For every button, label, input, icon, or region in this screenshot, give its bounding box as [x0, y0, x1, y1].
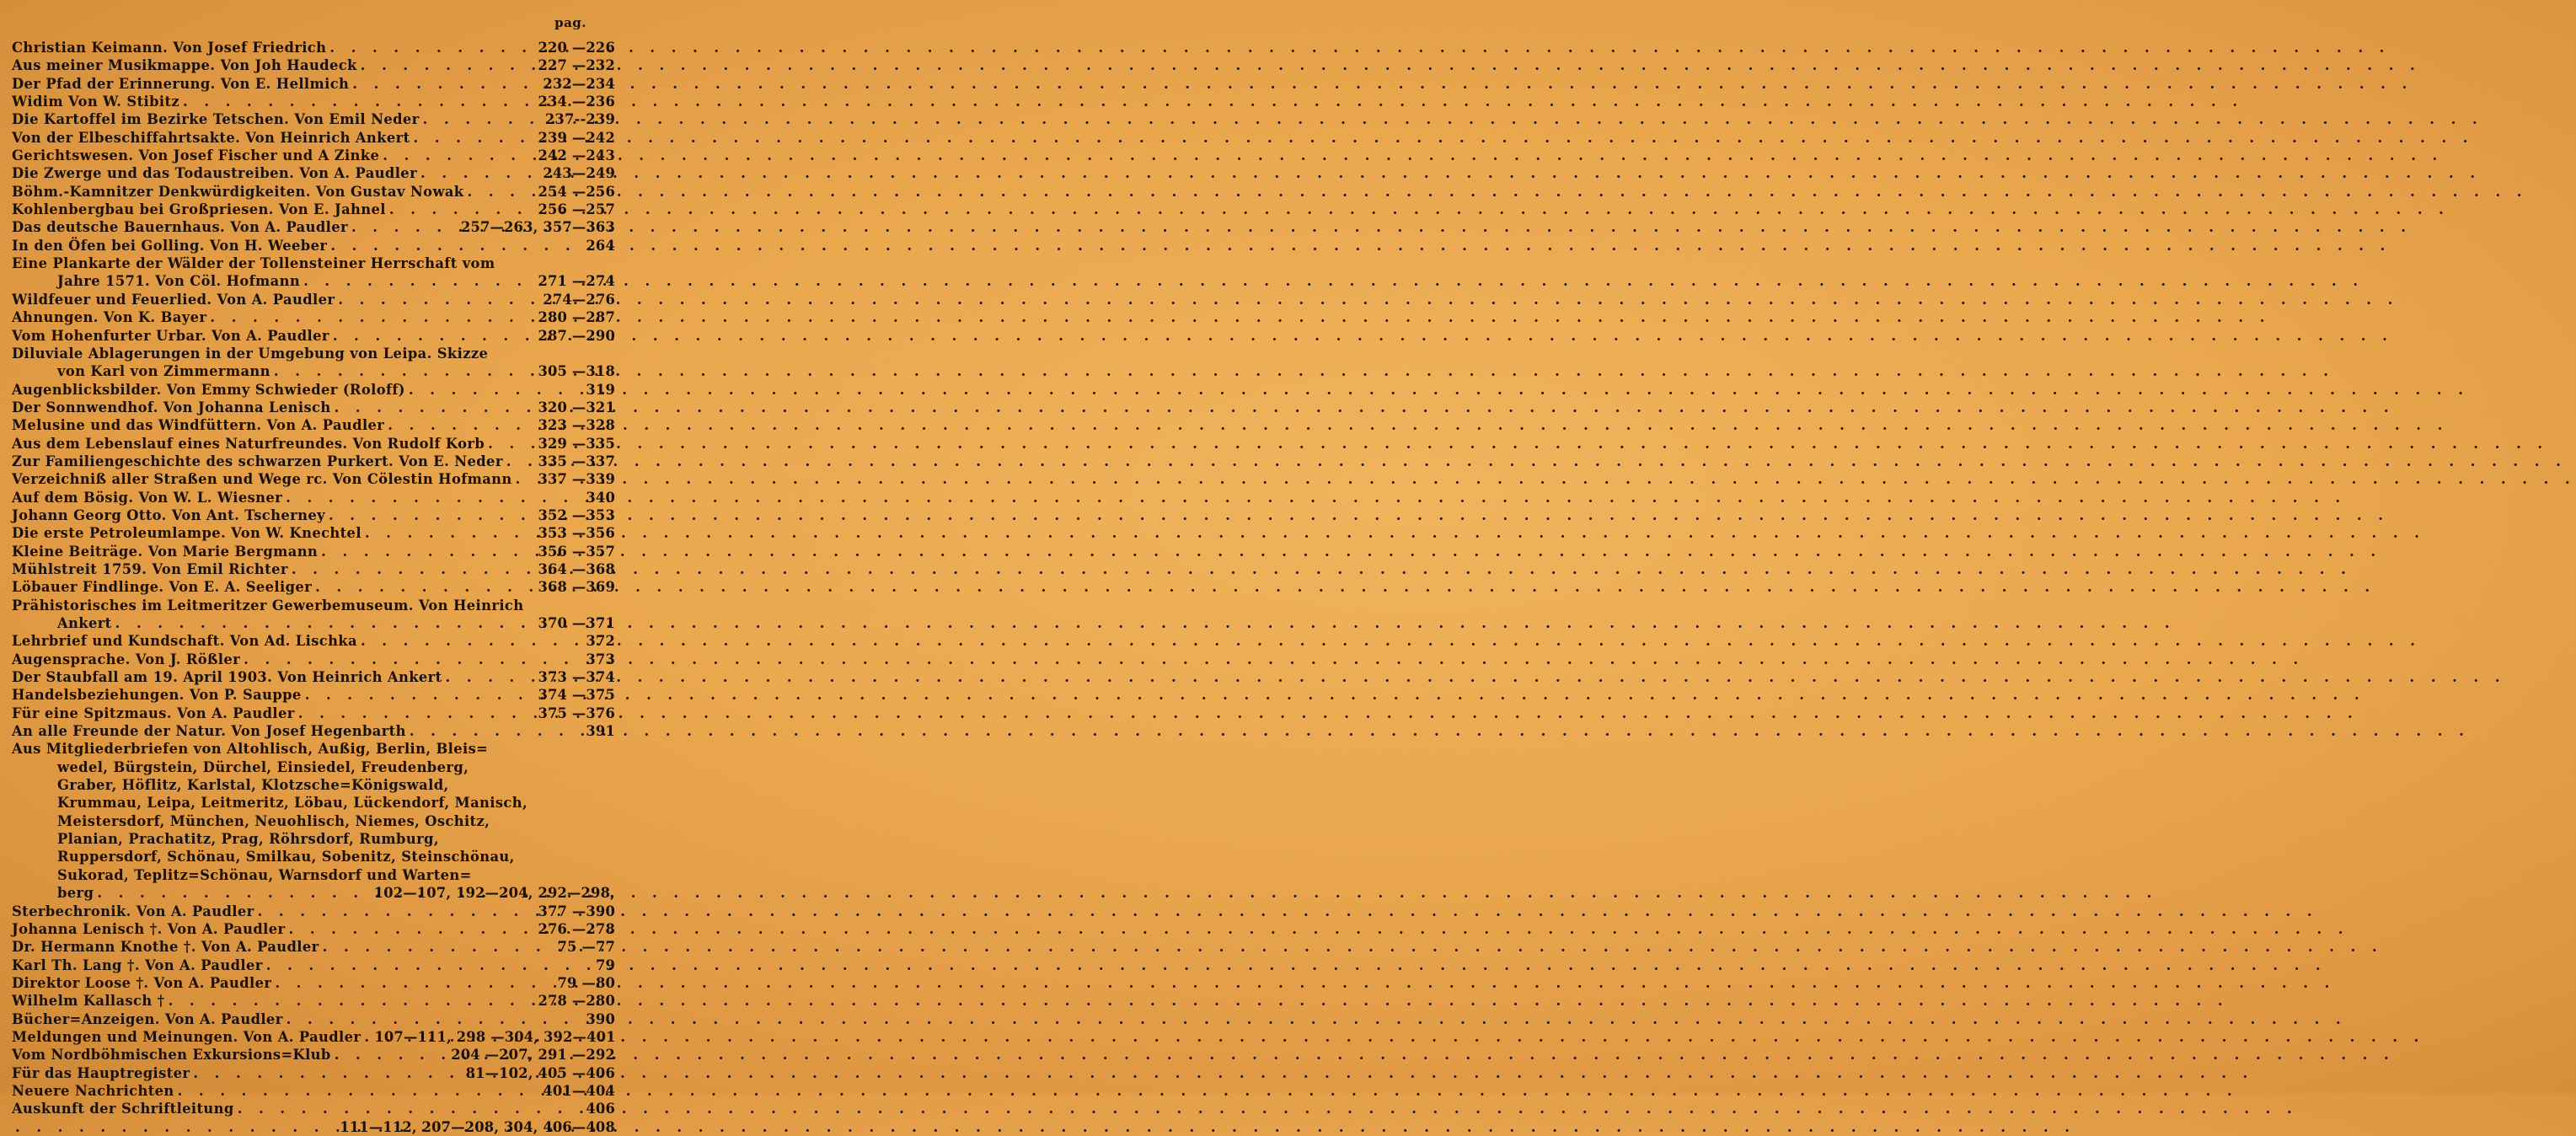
leader-dots	[417, 164, 543, 182]
leader-dots	[357, 56, 538, 74]
list-item	[12, 327, 615, 345]
list-item	[12, 614, 615, 632]
entry-title: Der Staubfall am 19. April 1903. Von Heinrich Ankert	[12, 669, 442, 686]
entry-title: Christian Keimann. Von Josef Friedrich	[12, 40, 327, 56]
entry-title: Bücher=Anzeigen. Von A. Paudler	[12, 1010, 283, 1027]
list-item	[12, 705, 615, 722]
entry-title: Planian, Prachatitz, Prag, Röhrsdorf, Rumburg,	[57, 831, 439, 848]
list-item	[12, 651, 615, 668]
leader-dots	[285, 920, 538, 938]
entry-pages: 237--239	[544, 111, 615, 128]
entry-title: Verzeichniß aller Straßen und Wege rc. Von Cölestin Hofmann	[12, 471, 512, 488]
entry-title: Vom Nordböhmischen Exkursions=Klub	[12, 1047, 331, 1064]
entry-title: Ankert	[57, 615, 112, 631]
list-item	[12, 164, 615, 182]
leader-dots	[361, 524, 538, 542]
leader-dots	[270, 362, 538, 380]
leader-dots	[165, 992, 538, 1010]
entry-title: Böhm.-Kamnitzer Denkwürdigkeiten. Von Gustav Nowak	[12, 183, 464, 200]
leader-dots	[206, 308, 538, 326]
leader-dots	[326, 39, 538, 56]
entry-title: Wildfeuer und Feuerlied. Von A. Paudler	[12, 291, 335, 308]
entry-pages: 280 —287	[538, 309, 615, 326]
list-item	[12, 1010, 615, 1028]
leader-dots	[319, 938, 558, 956]
table-of-contents	[12, 39, 615, 1136]
entry-pages: 340	[586, 489, 615, 506]
list-item	[12, 129, 615, 147]
leader-dots	[410, 129, 538, 147]
list-item	[12, 453, 615, 470]
entry-title: Augenblicksbilder. Von Emmy Schwieder (Roloff)	[12, 381, 405, 398]
entry-title: Von der Elbeschiffahrtsakte. Von Heinrich Ankert	[12, 129, 410, 146]
list-item	[12, 237, 615, 255]
entry-title: Die Kartoffel im Bezirke Tetschen. Von Emil Neder	[12, 111, 420, 128]
leader-dots	[406, 722, 586, 740]
list-item	[12, 884, 615, 902]
list-item	[12, 956, 615, 974]
entry-title: Sterbechronik. Von A. Paudler	[12, 903, 254, 919]
entry-title: Die erste Petroleumlampe. Von W. Knechtel	[12, 525, 361, 542]
entry-pages: 337 —339	[538, 471, 615, 488]
entry-pages: 368 —369	[538, 579, 615, 596]
entry-pages: 329 —335	[538, 435, 615, 452]
leader-dots	[463, 183, 538, 201]
entry-pages: 287 —290	[538, 327, 615, 344]
list-item	[12, 1100, 615, 1117]
leader-dots	[386, 201, 538, 218]
entry-pages: 274—276	[543, 291, 615, 308]
list-item	[12, 272, 615, 290]
document-page	[0, 0, 632, 1135]
entry-pages: 102—107, 192—204, 292—298,	[373, 885, 615, 902]
leader-dots	[329, 327, 538, 345]
entry-title: Gerichtswesen. Von Josef Fischer und A Zinke	[12, 147, 380, 164]
leader-dots	[348, 218, 461, 236]
entry-title: Eine Plankarte der Wälder der Tollensteiner Herrschaft vom	[12, 255, 495, 272]
leader-dots	[379, 147, 538, 164]
entry-title: Auf dem Bösig. Von W. L. Wiesner	[12, 489, 283, 506]
entry-title: Diluviale Ablagerungen in der Umgebung von Leipa. Skizze	[12, 345, 489, 362]
list-item	[12, 560, 615, 578]
leader-dots	[300, 272, 538, 290]
entry-pages: 204 —207, 291 —292	[451, 1047, 615, 1064]
list-item	[12, 506, 615, 524]
entry-pages: 254 —256	[538, 183, 615, 200]
entry-title: Für eine Spitzmaus. Von A. Paudler	[12, 705, 295, 721]
entry-pages: 305 —318	[538, 363, 615, 380]
entry-title: Der Pfad der Erinnerung. Von E. Hellmich	[12, 75, 350, 92]
entry-pages: 372	[586, 633, 615, 650]
list-item	[12, 938, 615, 956]
entry-pages: 243—249	[543, 165, 615, 182]
entry-title: Meistersdorf, München, Neuohlisch, Niemes, Oschitz,	[57, 812, 490, 829]
list-item	[12, 362, 615, 380]
leader-dots	[312, 578, 538, 596]
entry-title: In den Öfen bei Golling. Von H. Weeber	[12, 237, 328, 254]
entry-title: Graber, Höflitz, Karlstal, Klotzsche=Königswald,	[57, 777, 449, 794]
leader-dots	[331, 399, 538, 416]
entry-pages: 79 —80	[557, 974, 615, 991]
leader-dots	[254, 903, 538, 920]
list-item	[12, 110, 615, 128]
list-item	[12, 39, 615, 56]
list-item	[12, 1046, 615, 1064]
entry-title: Aus Mitgliederbriefen von Altohlisch, Außig, Berlin, Bleis=	[12, 741, 489, 758]
entry-title: Die Zwerge und das Todaustreiben. Von A. Paudler	[12, 165, 418, 182]
entry-title: Ahnungen. Von K. Bayer	[12, 309, 207, 326]
entry-pages: 401—404	[543, 1082, 615, 1099]
entry-title: berg	[57, 885, 94, 902]
entry-title: Krummau, Leipa, Leitmeritz, Löbau, Lückendorf, Manisch,	[57, 795, 528, 812]
list-item	[12, 381, 615, 399]
list-item	[12, 1028, 615, 1046]
entry-pages: 319	[586, 381, 615, 398]
list-item	[12, 201, 615, 218]
list-item	[12, 866, 615, 884]
leader-dots	[263, 956, 596, 974]
leader-dots	[240, 651, 586, 668]
list-item	[12, 668, 615, 686]
leader-dots	[271, 974, 557, 992]
list-item	[12, 1082, 615, 1100]
list-item	[12, 1064, 615, 1082]
list-item	[12, 56, 615, 74]
leader-dots	[283, 1010, 586, 1028]
entry-title: Ruppersdorf, Schönau, Smilkau, Sobenitz, Steinschönau,	[57, 849, 515, 865]
entry-title: Direktor Loose †. Von A. Paudler	[12, 974, 272, 991]
entry-pages: 320 —321	[538, 399, 615, 415]
entry-pages: 377 —390	[538, 903, 615, 919]
leader-dots	[405, 381, 586, 399]
entry-title: An alle Freunde der Natur. Von Josef Hegenbarth	[12, 723, 406, 740]
list-item	[12, 524, 615, 542]
list-item	[12, 255, 615, 272]
leader-dots	[349, 75, 543, 93]
entry-title: Mühlstreit 1759. Von Emil Richter	[12, 560, 288, 577]
list-item	[12, 75, 615, 93]
entry-pages: 374 —375	[538, 687, 615, 704]
entry-title: Vom Hohenfurter Urbar. Von A. Paudler	[12, 327, 329, 344]
entry-pages: 373 —374	[538, 669, 615, 686]
list-item	[12, 147, 615, 164]
entry-title: Für das Hauptregister	[12, 1064, 190, 1081]
entry-title: Aus dem Lebenslauf eines Naturfreundes. Von Rudolf Korb	[12, 435, 485, 452]
list-item	[12, 470, 615, 488]
entry-pages: 364 —368	[538, 560, 615, 577]
list-item	[12, 974, 615, 992]
leader-dots	[179, 93, 538, 110]
list-item	[12, 416, 615, 434]
leader-dots	[288, 560, 538, 578]
entry-title: Das deutsche Bauernhaus. Von A. Paudler	[12, 219, 348, 236]
entry-pages: 227 —232	[538, 57, 615, 74]
entry-pages: 391	[586, 723, 615, 740]
leader-dots	[503, 453, 538, 470]
list-item	[12, 632, 615, 650]
entry-title: Zur Familiengeschichte des schwarzen Purkert. Von E. Neder	[12, 453, 503, 469]
entry-pages: 335 —337	[538, 453, 615, 469]
entry-pages: 356 —357	[538, 543, 615, 560]
leader-dots	[357, 632, 586, 650]
leader-dots	[327, 237, 586, 255]
leader-dots	[295, 705, 538, 722]
list-item	[12, 308, 615, 326]
list-item	[12, 183, 615, 201]
leader-dots	[112, 614, 538, 632]
list-item	[12, 903, 615, 920]
entry-pages: 75 —77	[557, 939, 615, 956]
entry-pages: 390	[586, 1010, 615, 1027]
entry-title: Johann Georg Otto. Von Ant. Tscherney	[12, 506, 325, 523]
entry-title: Kohlenbergbau bei Großpriesen. Von E. Jahnel	[12, 201, 386, 218]
list-item	[12, 597, 615, 614]
entry-pages: 81—102, 405 —406	[465, 1064, 615, 1081]
list-item	[12, 435, 615, 453]
list-item	[12, 848, 615, 865]
entry-title: Neuere Nachrichten	[12, 1082, 174, 1099]
entry-title: Prähistorisches im Leitmeritzer Gewerbemuseum. Von Heinrich	[12, 597, 524, 614]
entry-title: von Karl von Zimmermann	[57, 363, 270, 380]
leader-dots	[420, 110, 545, 128]
entry-title: Augensprache. Von J. Rößler	[12, 651, 241, 667]
list-item	[12, 830, 615, 848]
entry-pages: 111—112, 207—208, 304, 406—408	[340, 1118, 615, 1135]
list-item	[12, 543, 615, 560]
entry-title: wedel, Bürgstein, Dürchel, Einsiedel, Freudenberg,	[57, 758, 469, 775]
entry-title: Der Sonnwendhof. Von Johanna Lenisch	[12, 399, 331, 415]
entry-title: Aus meiner Musikmappe. Von Joh Haudeck	[12, 57, 357, 74]
list-item	[12, 489, 615, 506]
entry-pages: 220 —226	[538, 40, 615, 56]
leader-dots	[94, 884, 373, 902]
list-item	[12, 794, 615, 812]
entry-pages: 278 —280	[538, 993, 615, 1010]
entry-pages: 107—111, 298 —304, 392—401	[374, 1028, 616, 1045]
entry-title: Handelsbeziehungen. Von P. Sauppe	[12, 687, 302, 704]
entry-pages: 264	[586, 237, 615, 254]
entry-pages: 239 —242	[538, 129, 615, 146]
entry-title: Lehrbrief und Kundschaft. Von Ad. Lischka	[12, 633, 357, 650]
leader-dots	[442, 668, 538, 686]
list-item	[12, 920, 615, 938]
list-item	[12, 992, 615, 1010]
entry-pages: 375 —376	[538, 705, 615, 721]
entry-title: Auskunft der Schriftleitung	[12, 1101, 234, 1117]
list-item	[12, 758, 615, 776]
entry-title: Meldungen und Meinungen. Von A. Paudler	[12, 1028, 361, 1045]
list-item	[12, 1118, 615, 1136]
leader-dots	[331, 1046, 452, 1064]
list-item	[12, 686, 615, 704]
entry-title: Johanna Lenisch †. Von A. Paudler	[12, 920, 286, 937]
list-item	[12, 578, 615, 596]
entry-title: Kleine Beiträge. Von Marie Bergmann	[12, 543, 319, 560]
entry-title: Dr. Hermann Knothe †. Von A. Paudler	[12, 939, 319, 956]
entry-pages: 353 —356	[538, 525, 615, 542]
list-item	[12, 722, 615, 740]
leader-dots	[384, 416, 538, 434]
entry-title: Sukorad, Teplitz=Schönau, Warnsdorf und Warten=	[57, 866, 472, 883]
leader-dots	[302, 686, 538, 704]
leader-dots	[318, 543, 538, 560]
entry-title: Jahre 1571. Von Cöl. Hofmann	[57, 273, 301, 290]
entry-pages: 271 —274	[538, 273, 615, 290]
entry-pages: 257—263, 357—363	[460, 219, 615, 236]
list-item	[12, 776, 615, 794]
leader-dots	[361, 1028, 374, 1046]
entry-title: Melusine und das Windfüttern. Von A. Paudler	[12, 417, 385, 434]
pages-column-header: pag.	[554, 15, 586, 30]
entry-pages: 370 —371	[538, 615, 615, 631]
leader-dots	[512, 470, 538, 488]
list-item	[12, 345, 615, 362]
entry-pages: 406	[586, 1101, 615, 1117]
list-item	[12, 218, 615, 236]
leader-dots	[282, 489, 586, 506]
entry-pages: 276 —278	[538, 920, 615, 937]
entry-pages: 242 —243	[538, 147, 615, 164]
entry-pages: 373	[586, 651, 615, 667]
entry-pages: 323 —328	[538, 417, 615, 434]
entry-pages: 352 —353	[538, 506, 615, 523]
list-item	[12, 399, 615, 416]
entry-pages: 234 —236	[538, 94, 615, 110]
list-item	[12, 93, 615, 110]
entry-title: Löbauer Findlinge. Von E. A. Seeliger	[12, 579, 313, 596]
entry-title: Widim Von W. Stibitz	[12, 94, 180, 110]
entry-pages: 232—234	[543, 75, 615, 92]
list-item	[12, 812, 615, 830]
list-item	[12, 740, 615, 758]
leader-dots	[190, 1064, 465, 1082]
entry-pages: 256 —257	[538, 201, 615, 218]
entry-pages: 79	[595, 956, 615, 973]
leader-dots	[485, 435, 538, 453]
list-item	[12, 291, 615, 308]
leader-dots	[12, 1118, 340, 1136]
entry-title: Karl Th. Lang †. Von A. Paudler	[12, 956, 263, 973]
leader-dots	[325, 506, 538, 524]
leader-dots	[174, 1082, 544, 1100]
leader-dots	[335, 291, 543, 308]
leader-dots	[234, 1100, 586, 1117]
entry-title: Wilhelm Kallasch †	[12, 993, 165, 1010]
